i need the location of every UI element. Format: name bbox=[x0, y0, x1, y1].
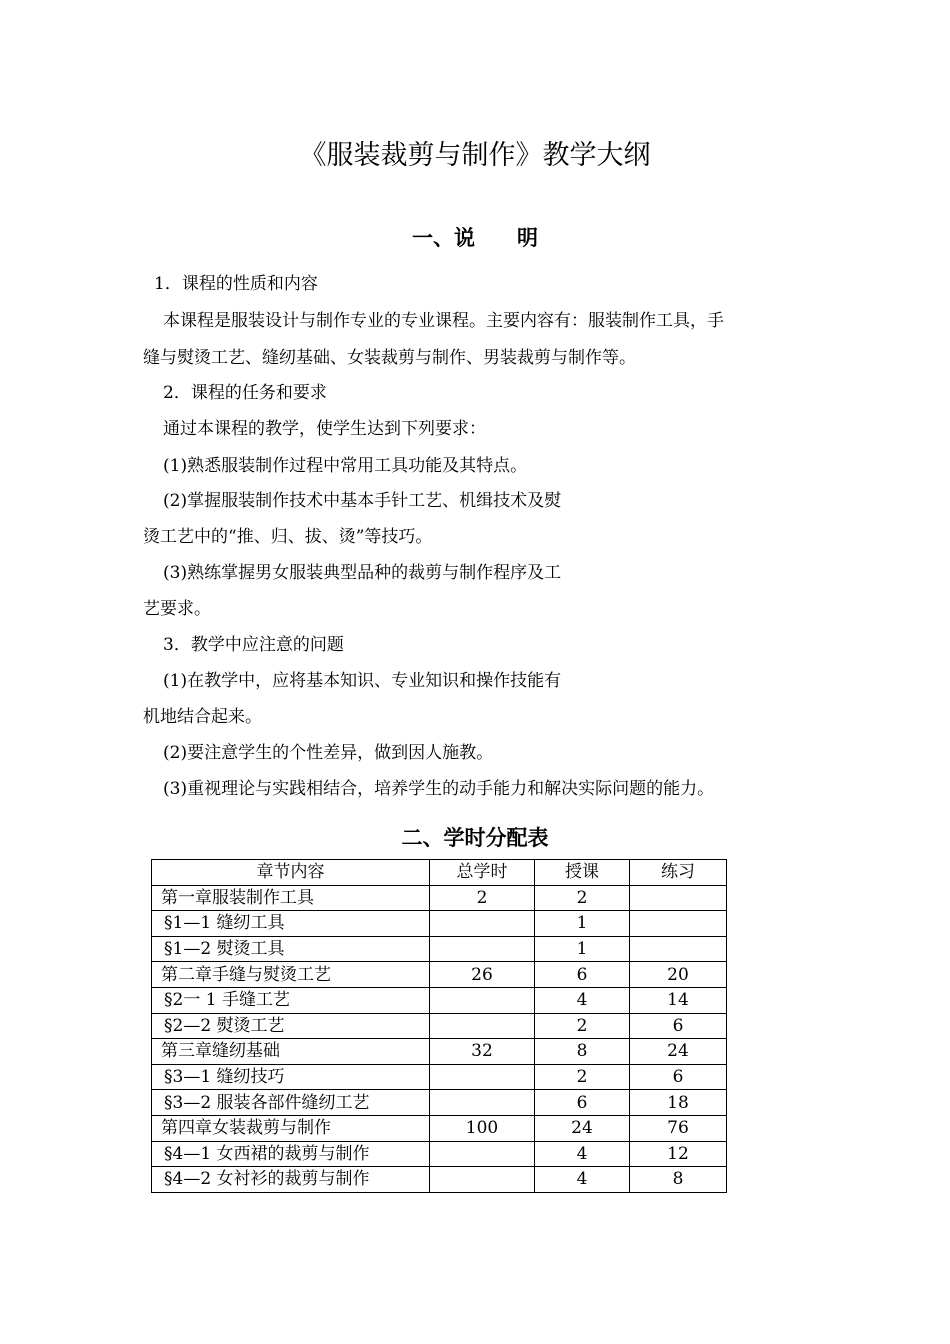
chapter-cell: 第一章服装制作工具 bbox=[152, 885, 430, 911]
practice-cell: 24 bbox=[630, 1039, 727, 1065]
chapter-cell: 第三章缝纫基础 bbox=[152, 1039, 430, 1065]
total-hours-cell bbox=[430, 1090, 535, 1116]
table-row bbox=[152, 1064, 727, 1090]
table-header-row bbox=[152, 860, 727, 886]
total-hours-cell bbox=[430, 1141, 535, 1167]
paragraph-line: 缝与熨烫工艺、缝纫基础、女装裁剪与制作、男装裁剪与制作等。 bbox=[143, 348, 636, 368]
practice-cell: 20 bbox=[630, 962, 727, 988]
lecture-cell: 4 bbox=[535, 1167, 630, 1193]
table-row bbox=[152, 911, 727, 937]
practice-cell bbox=[630, 911, 727, 937]
table-row bbox=[152, 1039, 727, 1065]
practice-cell: 18 bbox=[630, 1090, 727, 1116]
paragraph-line: (2)掌握服装制作技术中基本手针工艺、机缉技术及熨 bbox=[163, 491, 562, 511]
section-heading-description: 一、说 明 bbox=[412, 226, 538, 250]
hours-allocation-table bbox=[151, 859, 727, 1193]
lecture-cell: 1 bbox=[535, 911, 630, 937]
table-row bbox=[152, 885, 727, 911]
table-row bbox=[152, 936, 727, 962]
column-header-total-hours: 总学时 bbox=[430, 860, 535, 886]
lecture-cell: 4 bbox=[535, 1141, 630, 1167]
paragraph-line: (1)熟悉服装制作过程中常用工具功能及其特点。 bbox=[163, 456, 528, 476]
practice-cell bbox=[630, 936, 727, 962]
table-row bbox=[152, 1167, 727, 1193]
table-row bbox=[152, 1141, 727, 1167]
section-heading-hours: 二、学时分配表 bbox=[401, 826, 549, 850]
practice-cell: 14 bbox=[630, 987, 727, 1013]
paragraph-line: 1．课程的性质和内容 bbox=[154, 274, 318, 294]
lecture-cell: 4 bbox=[535, 987, 630, 1013]
chapter-cell: §4—2 女衬衫的裁剪与制作 bbox=[152, 1167, 430, 1193]
table-row bbox=[152, 962, 727, 988]
chapter-cell: §4—1 女西裙的裁剪与制作 bbox=[152, 1141, 430, 1167]
paragraph-line: (1)在教学中，应将基本知识、专业知识和操作技能有 bbox=[163, 671, 562, 691]
table-row bbox=[152, 1013, 727, 1039]
total-hours-cell bbox=[430, 987, 535, 1013]
total-hours-cell bbox=[430, 1064, 535, 1090]
total-hours-cell bbox=[430, 1013, 535, 1039]
chapter-cell: 第四章女装裁剪与制作 bbox=[152, 1115, 430, 1141]
lecture-cell: 6 bbox=[535, 1090, 630, 1116]
lecture-cell: 2 bbox=[535, 1013, 630, 1039]
lecture-cell: 2 bbox=[535, 1064, 630, 1090]
paragraph-line: (2)要注意学生的个性差异，做到因人施教。 bbox=[163, 743, 494, 763]
paragraph-line: 本课程是服装设计与制作专业的专业课程。主要内容有：服装制作工具，手 bbox=[163, 311, 724, 331]
paragraph-line: (3)重视理论与实践相结合，培养学生的动手能力和解决实际问题的能力。 bbox=[163, 779, 715, 799]
lecture-cell: 2 bbox=[535, 885, 630, 911]
total-hours-cell: 26 bbox=[430, 962, 535, 988]
chapter-cell: §1—2 熨烫工具 bbox=[152, 936, 430, 962]
paragraph-line: 3．教学中应注意的问题 bbox=[163, 635, 344, 655]
practice-cell: 76 bbox=[630, 1115, 727, 1141]
column-header-chapter: 章节内容 bbox=[152, 860, 430, 886]
total-hours-cell bbox=[430, 1167, 535, 1193]
lecture-cell: 8 bbox=[535, 1039, 630, 1065]
lecture-cell: 24 bbox=[535, 1115, 630, 1141]
practice-cell: 8 bbox=[630, 1167, 727, 1193]
paragraph-line: 机地结合起来。 bbox=[143, 707, 262, 727]
table-row bbox=[152, 1090, 727, 1116]
column-header-lecture: 授课 bbox=[535, 860, 630, 886]
practice-cell: 12 bbox=[630, 1141, 727, 1167]
chapter-cell: §1—1 缝纫工具 bbox=[152, 911, 430, 937]
column-header-practice: 练习 bbox=[630, 860, 727, 886]
lecture-cell: 1 bbox=[535, 936, 630, 962]
total-hours-cell: 100 bbox=[430, 1115, 535, 1141]
practice-cell bbox=[630, 885, 727, 911]
total-hours-cell: 32 bbox=[430, 1039, 535, 1065]
table-row bbox=[152, 987, 727, 1013]
paragraph-line: 艺要求。 bbox=[143, 599, 211, 619]
chapter-cell: §3—2 服装各部件缝纫工艺 bbox=[152, 1090, 430, 1116]
chapter-cell: §2—2 熨烫工艺 bbox=[152, 1013, 430, 1039]
lecture-cell: 6 bbox=[535, 962, 630, 988]
paragraph-line: 2．课程的任务和要求 bbox=[163, 383, 327, 403]
practice-cell: 6 bbox=[630, 1064, 727, 1090]
total-hours-cell: 2 bbox=[430, 885, 535, 911]
chapter-cell: 第二章手缝与熨烫工艺 bbox=[152, 962, 430, 988]
document-title: 《服装裁剪与制作》教学大纲 bbox=[299, 140, 651, 171]
paragraph-line: 通过本课程的教学，使学生达到下列要求： bbox=[163, 419, 486, 439]
paragraph-line: (3)熟练掌握男女服装典型品种的裁剪与制作程序及工 bbox=[163, 563, 562, 583]
chapter-cell: §3—1 缝纫技巧 bbox=[152, 1064, 430, 1090]
paragraph-line: 烫工艺中的“推、归、拔、烫”等技巧。 bbox=[143, 527, 433, 547]
total-hours-cell bbox=[430, 911, 535, 937]
practice-cell: 6 bbox=[630, 1013, 727, 1039]
chapter-cell: §2一 1 手缝工艺 bbox=[152, 987, 430, 1013]
total-hours-cell bbox=[430, 936, 535, 962]
table-row bbox=[152, 1115, 727, 1141]
